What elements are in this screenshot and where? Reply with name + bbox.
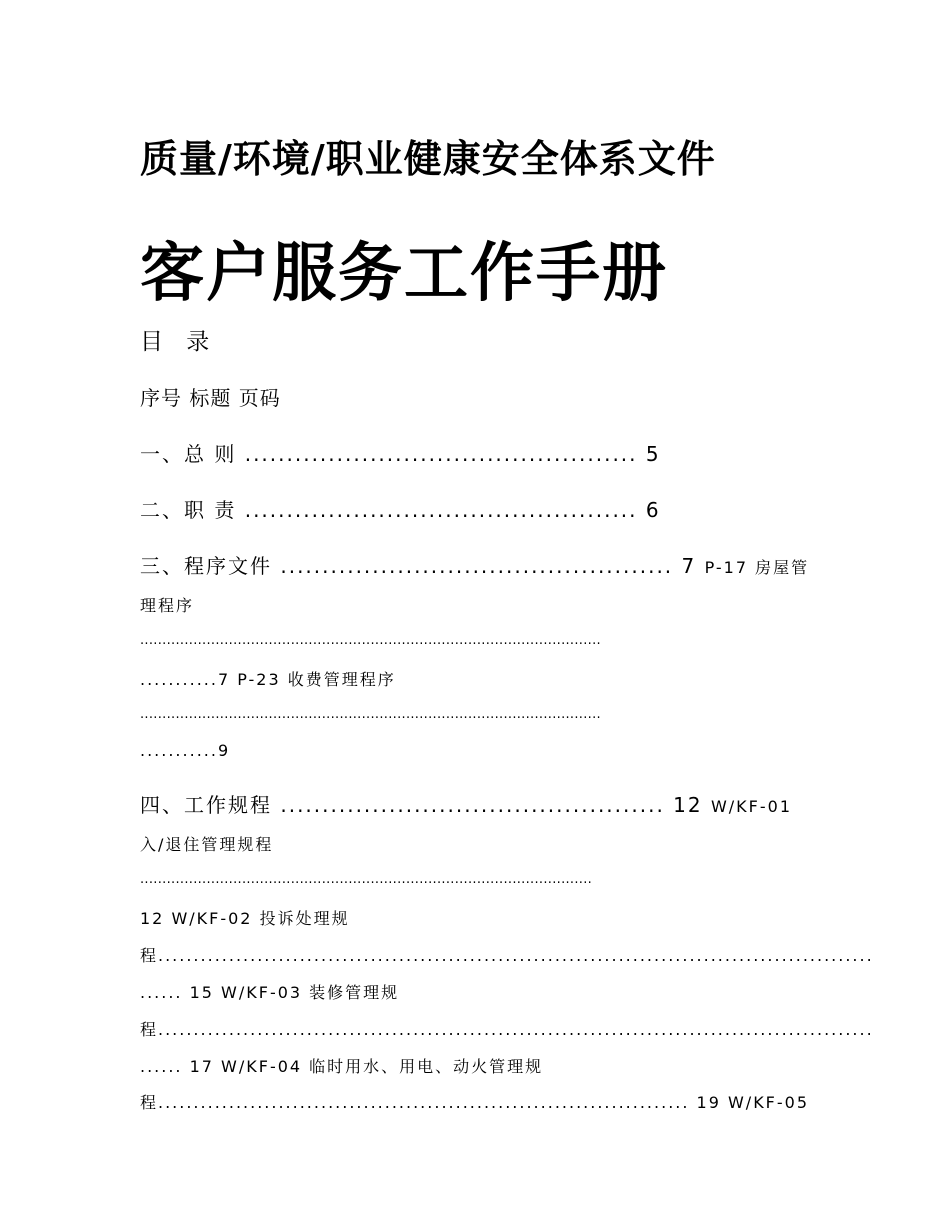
toc-entry-general: 一、总 则 ............................................... 5: [140, 442, 661, 466]
toc-entry-wkf04: ...... 17 W/KF-04 临时用水、用电、动火管理规: [140, 1057, 544, 1076]
toc-entry-procedures-text: 三、程序文件 ............................................... 7: [140, 554, 697, 578]
toc-entry-p17-start: P-17 房屋管: [704, 558, 810, 577]
toc-entry-wkf03-dots: 程.....................................................................................................: [140, 1020, 874, 1039]
toc-entry-p23-page: ...........9: [140, 741, 231, 760]
toc-leader-dots: ........................................................................................................: [140, 707, 601, 722]
toc-leader-dots: ........................................................................................................: [140, 633, 601, 648]
toc-entry-duties: 二、职 责 ............................................... 6: [140, 498, 661, 522]
toc-entry-procedures: [140, 550, 809, 579]
toc-entry-p17-end: 理程序: [140, 596, 195, 615]
toc-entry-work-rules-text: 四、工作规程 .............................................. 12: [140, 793, 703, 817]
toc-entry-p23: ...........7 P-23 收费管理程序: [140, 670, 396, 689]
toc-entry-wkf01-code: W/KF-01: [710, 797, 793, 816]
toc-leader-dots: ......................................................................................................: [140, 872, 593, 887]
toc-entry-wkf02-dots: 程.....................................................................................................: [140, 946, 874, 965]
toc-entry-work-rules: [140, 789, 792, 818]
document-subtitle: 质量/环境/职业健康安全体系文件: [140, 137, 716, 181]
toc-entry-wkf03: ...... 15 W/KF-03 装修管理规: [140, 983, 400, 1002]
toc-entry-wkf04-dots: 程........................................................................... 19 W/KF-05: [140, 1093, 810, 1112]
toc-heading: 目 录: [140, 329, 218, 355]
toc-column-headers: 序号 标题 页码: [140, 386, 281, 410]
toc-entry-wkf02: 12 W/KF-02 投诉处理规: [140, 909, 350, 928]
document-title: 客户服务工作手册: [140, 237, 668, 311]
toc-entry-wkf01-title: 入/退住管理规程: [140, 835, 274, 854]
